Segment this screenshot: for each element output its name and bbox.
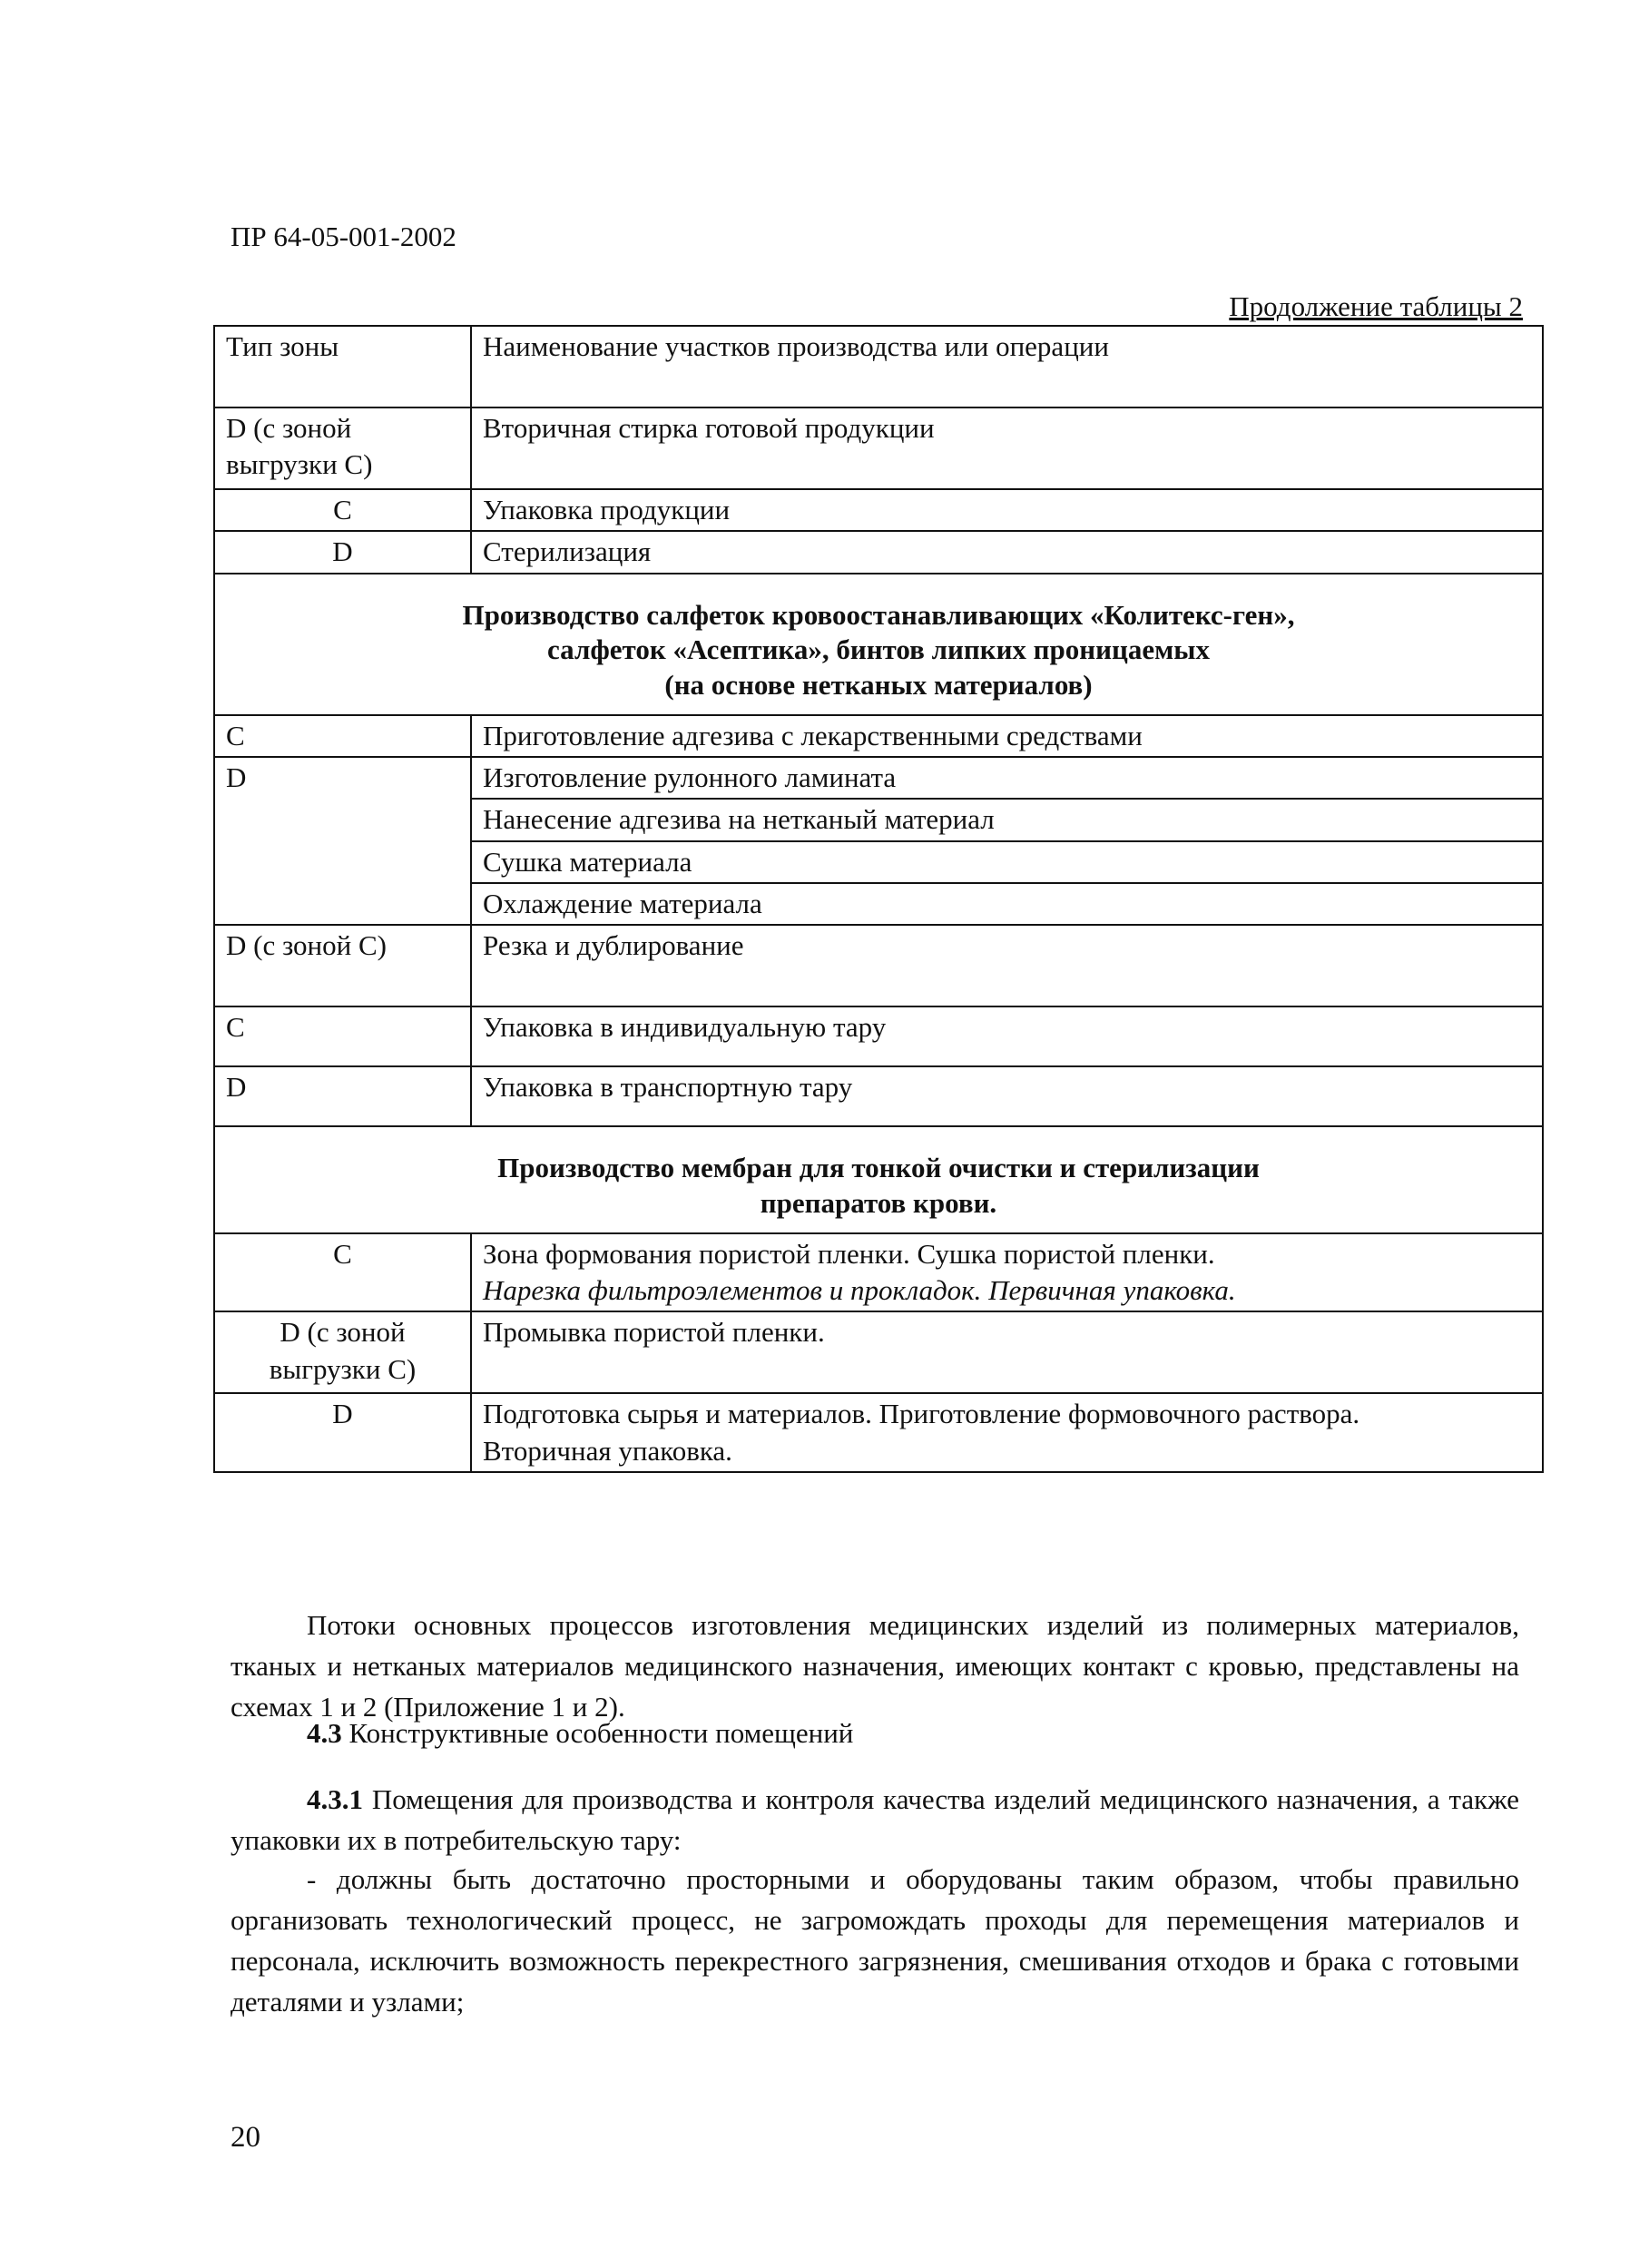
- section-title-line: (на основе нетканых материалов): [664, 669, 1093, 702]
- operation-cell: [471, 1311, 1543, 1393]
- operation-line: Вторичная упаковка.: [483, 1434, 732, 1467]
- col-header-operation: Наименование участков производства или операции: [471, 326, 1543, 407]
- operation-cell: [471, 1233, 1543, 1312]
- table-row: [214, 1066, 1543, 1126]
- section-title-line: Производство салфеток кровоостанавливающих «Колитекс-ген»,: [462, 598, 1295, 631]
- table-row: [214, 1311, 1543, 1393]
- zone-cell: С: [214, 1006, 471, 1066]
- operation-line: Нарезка фильтроэлементов и прокладок. Первичная упаковка.: [483, 1274, 1236, 1307]
- zone-cell: С: [214, 715, 471, 757]
- operation-cell: Изготовление рулонного ламината: [471, 757, 1543, 799]
- operation-cell: Упаковка в индивидуальную тару: [471, 1006, 1543, 1066]
- section-heading-row: [214, 574, 1543, 715]
- clause-text: Помещения для производства и контроля качества изделий медицинского назначения, а также упаковки их в потребительскую тару:: [231, 1783, 1520, 1856]
- clause-number: 4.3.1: [307, 1783, 363, 1815]
- table-header-row: [214, 326, 1543, 407]
- table-row: [214, 531, 1543, 573]
- table-row: [214, 1006, 1543, 1066]
- table-row: [214, 925, 1543, 1006]
- paragraph-process-flows: Потоки основных процессов изготовления медицинских изделий из полимерных материалов, тканых и нетканых материалов медицинского назначения, имеющих контакт с кровью, представлены на схемах 1 и 2 (Приложение 1 и 2).: [231, 1609, 1519, 1723]
- col-header-zone-type: Тип зоны: [214, 326, 471, 407]
- section-heading-4-3: [231, 1713, 1519, 1754]
- zone-cell: D (с зоной выгрузки С): [214, 407, 471, 489]
- operation-line: Подготовка сырья и материалов. Приготовление формовочного раствора.: [483, 1398, 1360, 1430]
- zone-cell: D (с зоной С): [214, 925, 471, 1006]
- table-row: [214, 1233, 1543, 1312]
- operation-cell: Охлаждение материала: [471, 883, 1543, 925]
- cleanroom-zones-table: [213, 325, 1544, 1473]
- section-heading-row: [214, 1126, 1543, 1233]
- section-number: 4.3: [307, 1717, 342, 1749]
- operation-line: Зона формования пористой пленки. Сушка пористой пленки.: [483, 1237, 1215, 1270]
- table-continuation-label: Продолжение таблицы 2: [1229, 290, 1523, 322]
- bullet-paragraph: - должны быть достаточно просторными и оборудованы таким образом, чтобы правильно организовать технологический процесс, не загромождать проходы для перемещения материалов и персонала, исключить возможность перекрестного загрязнения, смешивания отходов и брака с готовыми деталями и узлами;: [231, 1863, 1519, 2018]
- table-row: [214, 1393, 1543, 1472]
- zone-cell: D: [214, 531, 471, 573]
- section-title-line: Производство мембран для тонкой очистки и стерилизации: [497, 1152, 1260, 1184]
- operation-cell: Нанесение адгезива на нетканый материал: [471, 799, 1543, 840]
- page-number: 20: [231, 2121, 260, 2154]
- table-row: [214, 407, 1543, 489]
- section-title: Конструктивные особенности помещений: [348, 1717, 854, 1749]
- operation-cell: Резка и дублирование: [471, 925, 1543, 1006]
- section-title-napkins: [214, 574, 1543, 715]
- section-title-line: препаратов крови.: [760, 1187, 997, 1220]
- document-code: ПР 64-05-001-2002: [231, 221, 456, 252]
- operation-cell: Приготовление адгезива с лекарственными средствами: [471, 715, 1543, 757]
- table-row: [214, 715, 1543, 757]
- zone-cell: D (с зоной выгрузки С): [214, 1311, 471, 1393]
- zone-cell: D: [214, 1393, 471, 1472]
- operation-cell: Вторичная стирка готовой продукции: [471, 407, 1543, 489]
- zone-cell: С: [214, 1233, 471, 1312]
- operation-cell: [471, 1393, 1543, 1472]
- operation-line: Промывка пористой пленки.: [483, 1316, 825, 1349]
- zone-cell: D: [214, 757, 471, 925]
- operation-cell: Упаковка продукции: [471, 489, 1543, 531]
- zone-cell: D: [214, 1066, 471, 1126]
- section-title-line: салфеток «Асептика», бинтов липких проницаемых: [547, 633, 1210, 666]
- section-title-membranes: [214, 1126, 1543, 1233]
- operation-cell: Сушка материала: [471, 841, 1543, 883]
- operation-cell: Стерилизация: [471, 531, 1543, 573]
- table-row: [214, 489, 1543, 531]
- operation-cell: Упаковка в транспортную тару: [471, 1066, 1543, 1126]
- table-row: [214, 757, 1543, 799]
- paragraph-4-3-1: [231, 1780, 1519, 1861]
- zone-cell: С: [214, 489, 471, 531]
